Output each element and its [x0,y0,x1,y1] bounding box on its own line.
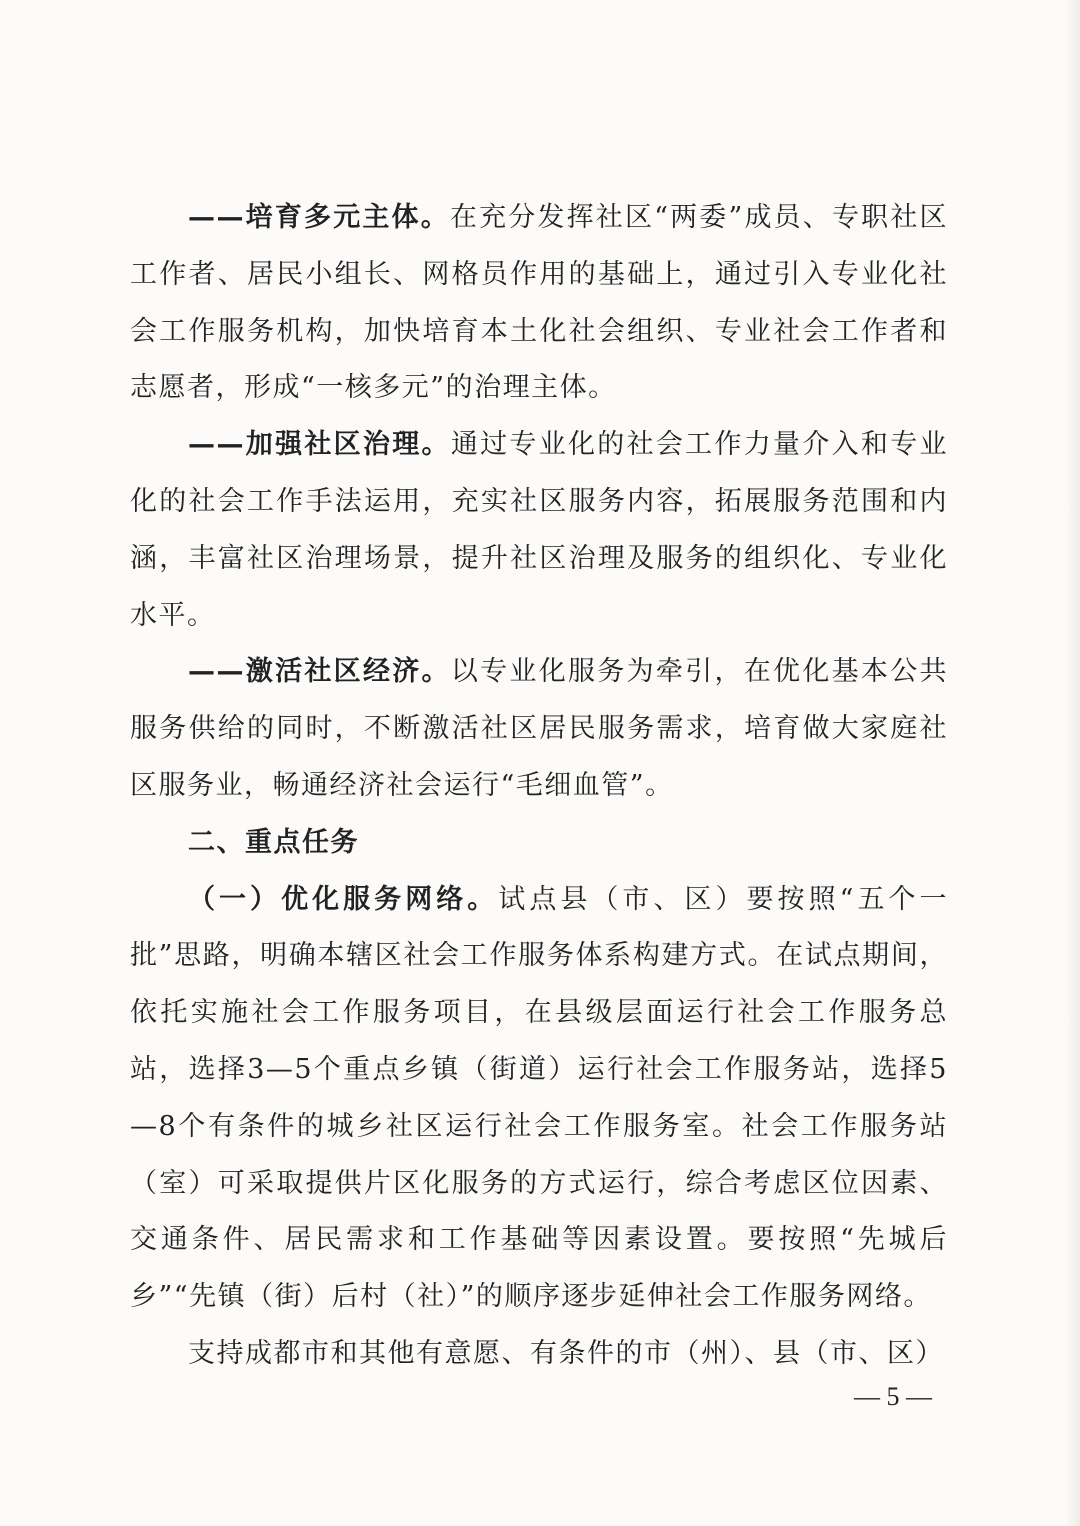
page-edge-shadow [1066,0,1080,1526]
paragraph-lead: （一）优化服务网络。 [188,883,499,915]
paragraph-text: 以专业化服务为牵引，在优化基本公共服务供给的同时，不断激活社区居民服务需求，培育做大家庭社区服务业，畅通经济社会运行“毛细血管”。 [130,656,949,801]
paragraph-optimize-network [130,872,948,1326]
paragraph-community-economy [130,644,948,814]
paragraph-text: 在充分发挥社区“两委”成员、专职社区工作者、居民小组长、网格员作用的基础上，通过引入专业化社会工作服务机构，加快培育本土化社会组织、专业社会工作者和志愿者，形成“一核多元”的治理主体。 [130,202,948,404]
document-body [130,190,948,1383]
section-heading: 二、重点任务 [188,826,359,858]
paragraph-lead: ——培育多元主体。 [188,202,450,233]
paragraph-community-governance [130,417,948,644]
paragraph-lead: ——激活社区经济。 [188,656,451,688]
paragraph-text: 试点县（市、区）要按照“五个一批”思路，明确本辖区社会工作服务体系构建方式。在试点期间，依托实施社会工作服务项目，在县级层面运行社会工作服务总站，选择3—5个重点乡镇（街道）运行社会工作服务站，选择5—8个有条件的城乡社区运行社会工作服务室。社会工作服务站（室）可采取提供片区化服务的方式运行，综合考虑区位因素、交通条件、居民需求和工作基础等因素设置。要按照“先城后乡”“先镇（街）后村（社）”的顺序逐步延伸社会工作服务网络。 [130,883,949,1313]
page-number: — 5 — [854,1382,932,1411]
paragraph-lead: ——加强社区治理。 [188,429,451,461]
paragraph-text: 通过专业化的社会工作力量介入和专业化的社会工作手法运用，充实社区服务内容，拓展服务范围和内涵，丰富社区治理场景，提升社区治理及服务的组织化、专业化水平。 [130,429,949,631]
paragraph-support-chengdu: 支持成都市和其他有意愿、有条件的市（州）、县（市、区） [188,1337,944,1369]
paragraph-cultivate-subjects [130,190,948,417]
